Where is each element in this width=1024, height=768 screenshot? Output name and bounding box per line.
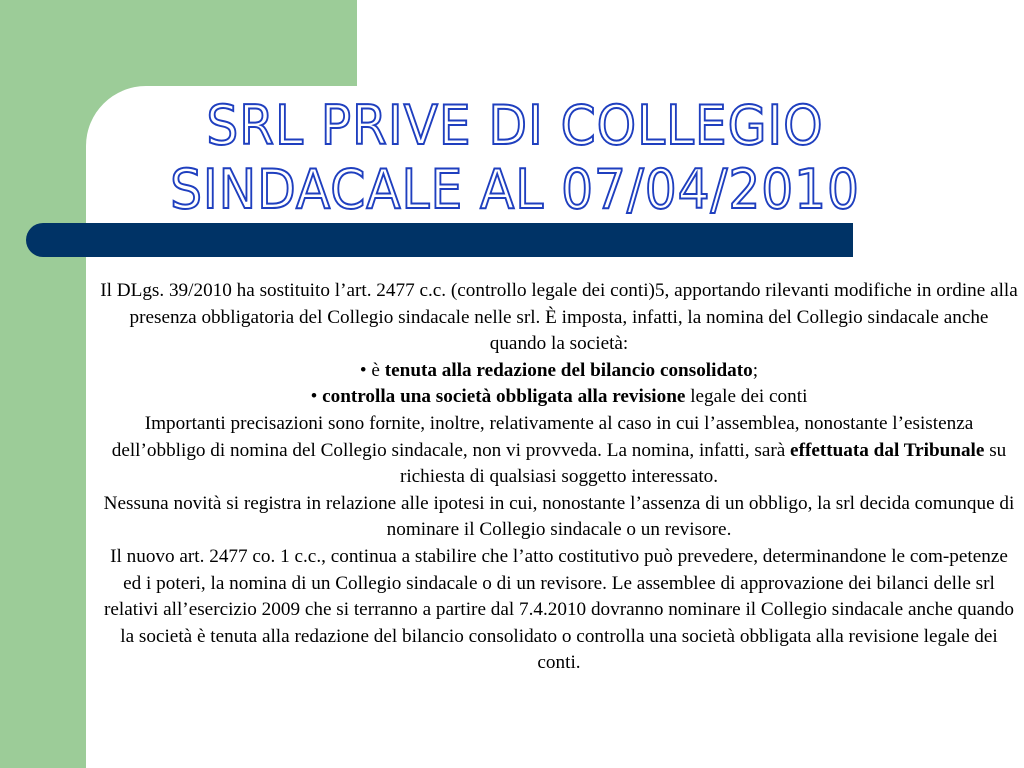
paragraph-novita: Nessuna novità si registra in relazione alle ipotesi in cui, nonostante l’assenza di un obbligo, la srl decida comunque di nominare il Collegio sindacale o un revisore.: [103, 492, 1015, 541]
bullet-consolidato: [100, 358, 1018, 385]
paragraph-tribunale: [100, 411, 1018, 491]
paragraph2-prefix: Importanti precisazioni sono fornite, inoltre, relativamente al caso in cui l’assemblea, nonostante l’esistenza dell’obbligo di nomina del Collegio sindacale, non vi provveda. La nomina, infatti, sarà: [111, 412, 974, 461]
paragraph-nuovo-art: Il nuovo art. 2477 co. 1 c.c., continua a stabilire che l’atto costitutivo può prevedere, determinandone le com-petenze ed i poteri, la nomina di un Collegio sindacale o di un revisore. Le assemblee di approvazione dei bilanci delle srl relativi all’esercizio 2009 che si terranno a partire dal 7.4.2010 dovranno nominare il Collegio sindacale anche quando la società è tenuta alla redazione del bilancio consolidato o controlla una società obbligata alla revisione legale dei conti.: [103, 545, 1015, 674]
title-line-1: SRL PRIVE DI COLLEGIO: [206, 94, 824, 157]
bullet1-bold: tenuta alla redazione del bilancio consolidato: [384, 359, 753, 381]
bullet1-suffix: ;: [752, 359, 759, 381]
green-frame-top: [0, 0, 357, 86]
bullet1-prefix: • è: [359, 359, 385, 381]
green-frame-left: [0, 0, 86, 768]
bullet-revisione: [100, 384, 1018, 411]
bullet2-suffix: legale dei conti: [685, 386, 808, 408]
paragraph-intro: Il DLgs. 39/2010 ha sostituito l’art. 2477 c.c. (controllo legale dei conti)5, apportando rilevanti modifiche in ordine alla presenza obbligatoria del Collegio sindacale nelle srl. È imposta, infatti, la nomina del Collegio sindacale anche quando la società:: [100, 280, 1018, 355]
paragraph2-bold: effettuata dal Tribunale: [790, 439, 985, 461]
title-divider-bar: [26, 223, 853, 257]
slide-body: [100, 278, 1018, 677]
paragraph2-suffix: su richiesta di qualsiasi soggetto interessato.: [399, 439, 1007, 488]
bullet2-prefix: •: [310, 386, 323, 408]
title-line-2: SINDACALE AL 07/04/2010: [170, 158, 860, 221]
bullet2-bold: controlla una società obbligata alla revisione: [322, 386, 686, 408]
slide-title: [124, 94, 905, 222]
